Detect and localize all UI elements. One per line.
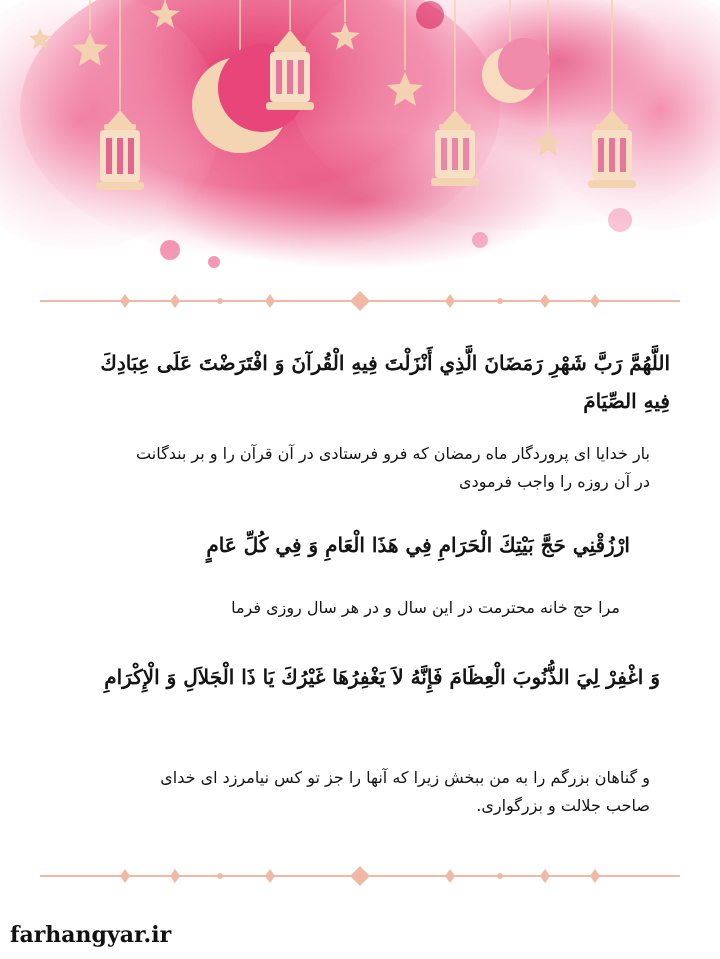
watercolor-wash [160,130,560,270]
paint-splash [416,1,444,29]
prayer-persian-translation-3: و گناهان بزرگم را به من ببخش زیرا که آنها را جز تو کس نیامرزد ای خدای صاحب جلالت و بزرگواری. [160,768,650,815]
ramadan-header-illustration [0,0,720,290]
paint-splash [472,232,488,248]
paint-splash [208,256,220,268]
paint-splash [160,240,180,260]
prayer-arabic-line-3: وَ اغْفِرْ لِيَ الذُّنُوبَ الْعِظَامَ فَإِنَّهُ لاَ يَغْفِرُهَا غَيْرُكَ يَا ذَا الْجَلاَلِ وَ الْإِكْرَامِ [104,665,660,689]
ornamental-divider-bottom [40,866,680,886]
prayer-persian-translation-1: بار خدایا ای پروردگار ماه رمضان که فرو فرستادی در آن قرآن را و بر بندگانت در آن روزه را واجب فرمودی [136,444,650,491]
prayer-persian-translation-2: مرا حج خانه محترمت در این سال و در هر سال روزی فرما [231,598,620,617]
site-watermark: farhangyar.ir [10,922,172,948]
paint-splash [608,208,632,232]
ornamental-divider-top [40,291,680,311]
prayer-arabic-line-1: اللَّهُمَّ رَبَّ شَهْرِ رَمَضَانَ الَّذِي أَنْزَلْتَ فِيهِ الْقُرآنَ وَ افْتَرَضْتَ عَلَى عِبَادِكَ فِيهِ الصِّيَامَ [100,351,670,413]
prayer-arabic-line-2: ارْزُقْنِي حَجَّ بَيْتِكَ الْحَرَامِ فِي هَذَا الْعَامِ وَ فِي كُلِّ عَامٍ [206,533,630,557]
